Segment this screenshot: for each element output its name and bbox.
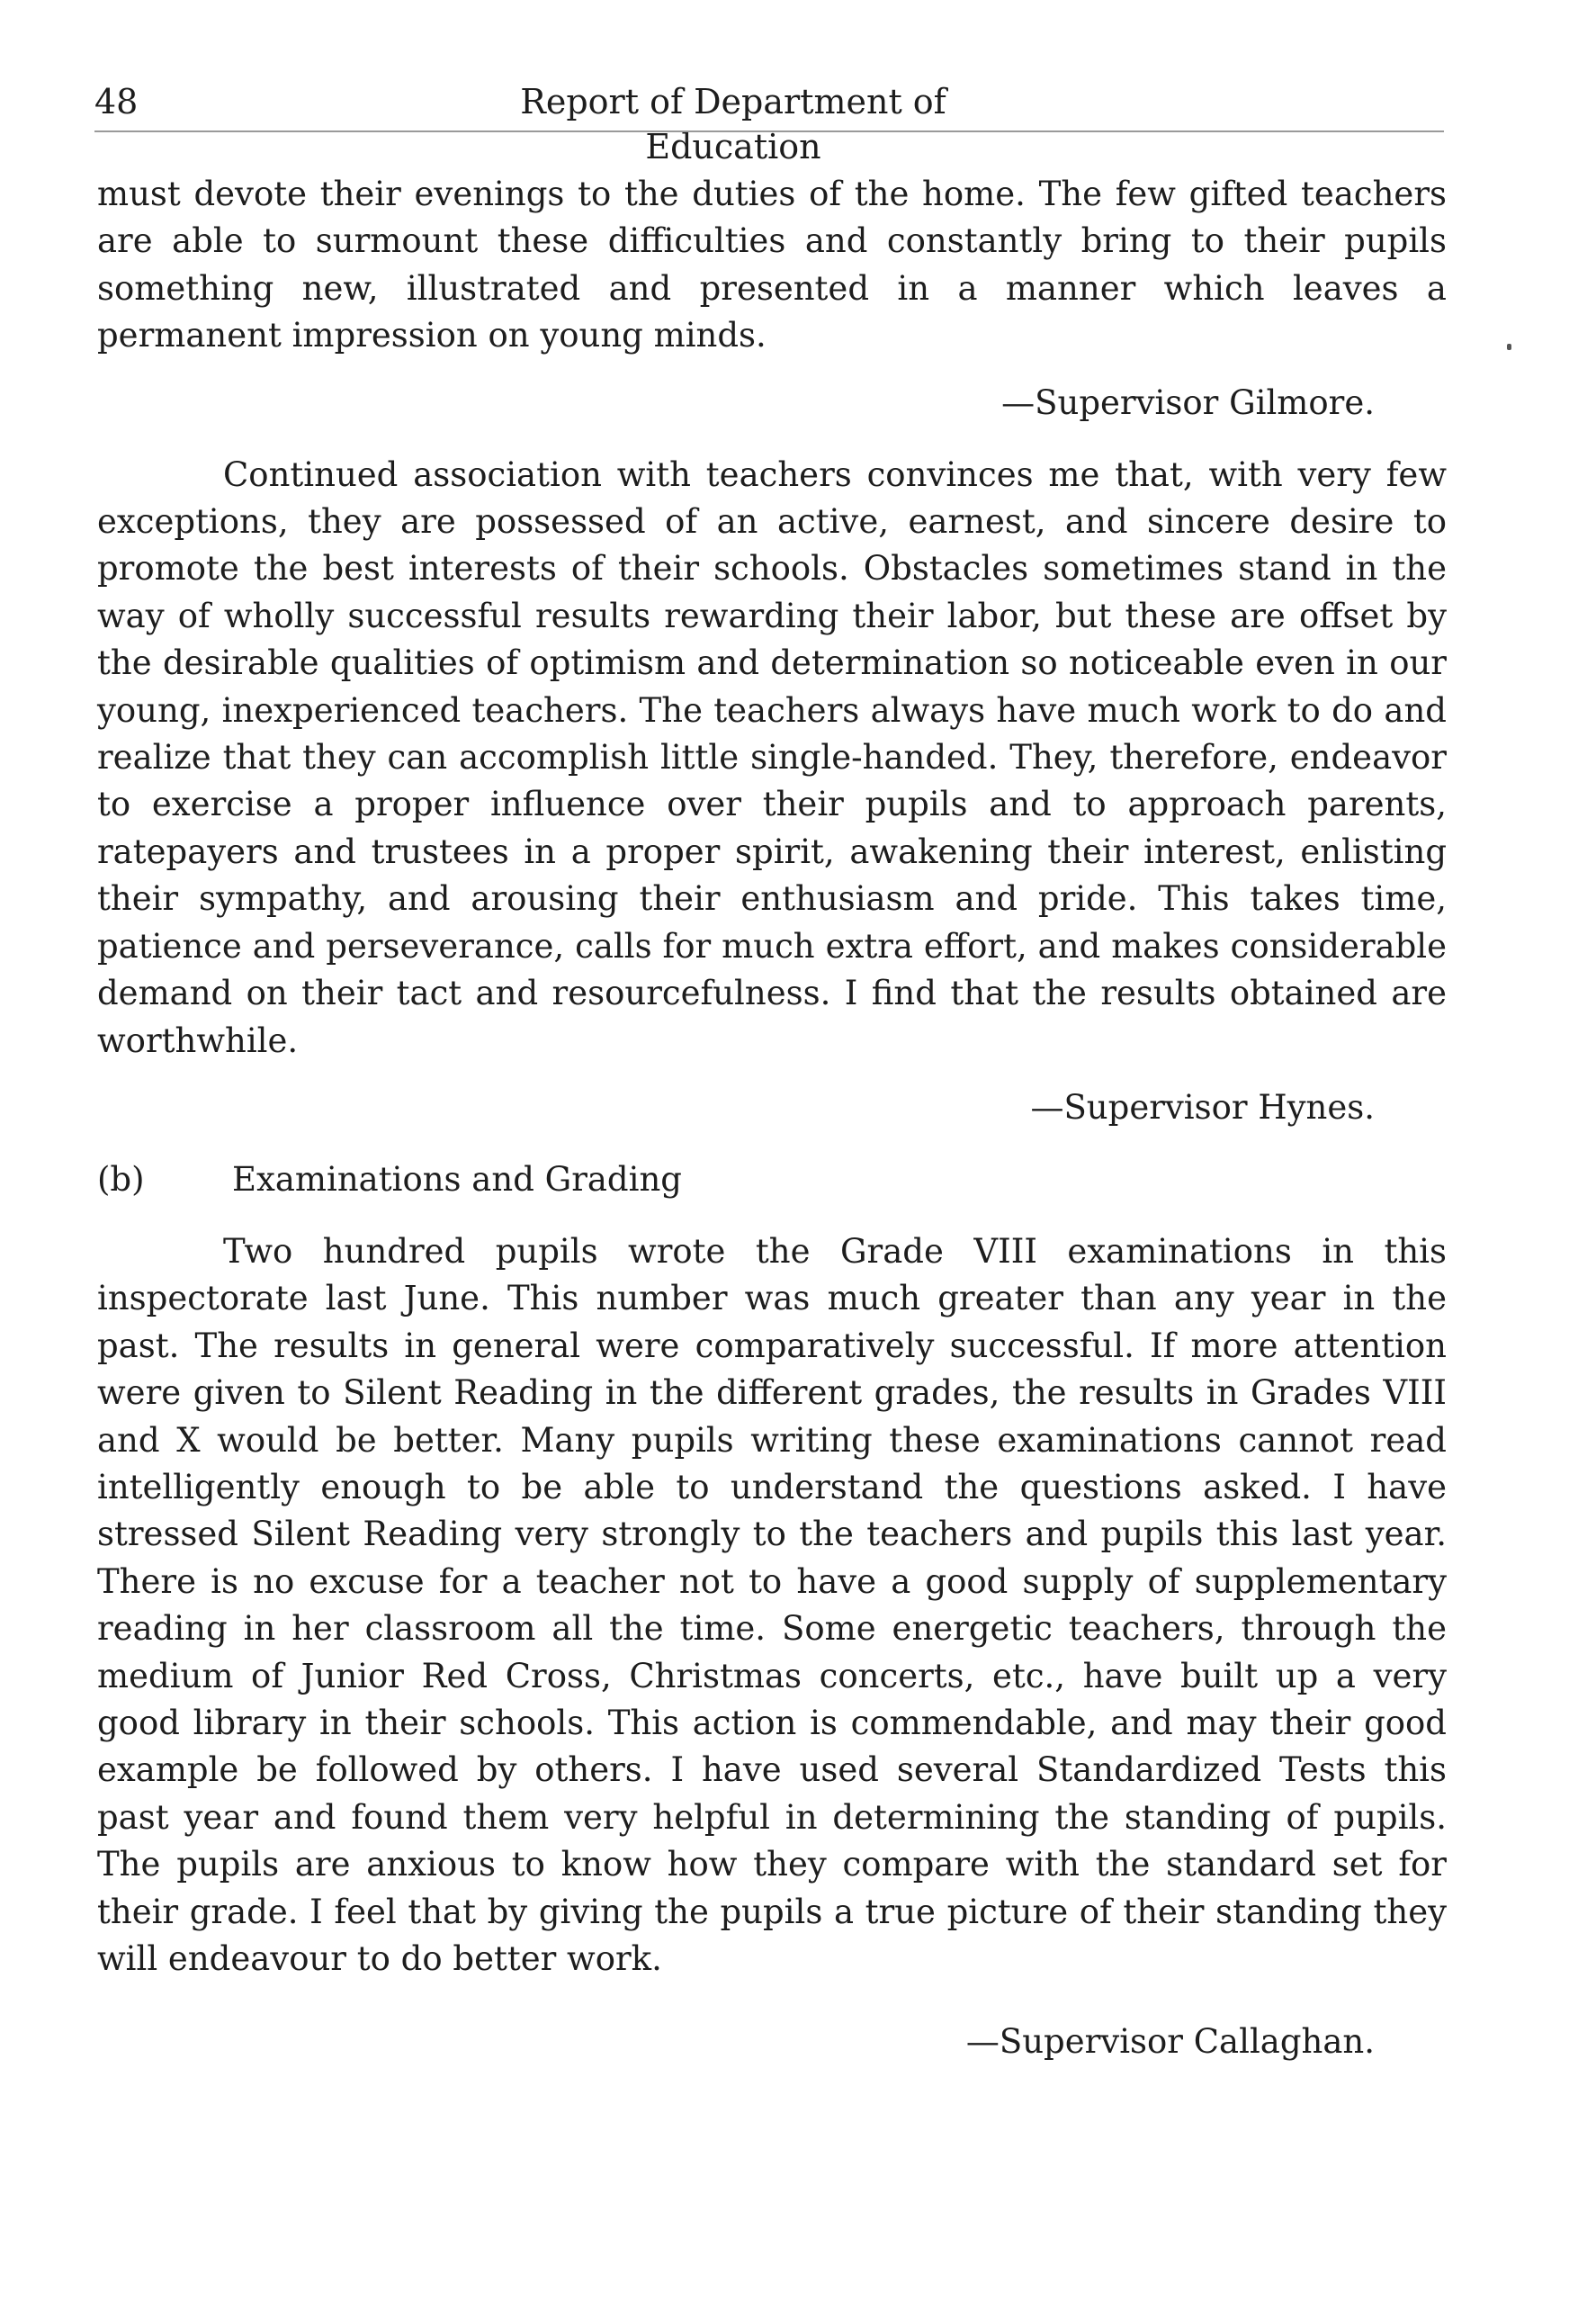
- paragraph-gilmore: must devote their evenings to the duties of the home. The few gifted teachers are able to surmount these difficulties and constantly bring to their pupils something new, illustrated and presented in a manner which leaves a permanent impression on young minds.: [97, 175, 1447, 355]
- signature-callaghan: —Supervisor Callaghan.: [965, 2022, 1375, 2062]
- scan-speck: [1507, 344, 1511, 350]
- signature-gilmore: —Supervisor Gilmore.: [1001, 382, 1375, 422]
- page-header: [94, 79, 1444, 166]
- running-head: Report of Department of Education: [520, 82, 946, 166]
- page-body: [97, 171, 1447, 2065]
- signature-hynes: —Supervisor Hynes.: [1030, 1087, 1375, 1127]
- page-number: 48: [94, 82, 139, 121]
- header-rule: [94, 130, 1444, 132]
- paragraph-hynes: Continued association with teachers convinces me that, with very few exceptions, they are possessed of an active, earnest, and sincere desire to promote the best interests of their schools. Obstacles sometimes stand in the way of wholly successful results rewarding their labor, but these are offset by the desirable qualities of optimism and determination so noticeable even in our young, inexperienced teachers. The teachers always have much work to do and realize that they can accomplish little single-handed. They, therefore, endeavor to exercise a proper influence over their pupils and to approach parents, ratepayers and trustees in a proper spirit, awakening their interest, enlisting their sympathy, and arousing their enthusiasm and pride. This takes time, patience and perseverance, calls for much extra effort, and makes considerable demand on their tact and resourcefulness. I find that the results obtained are worthwhile.: [97, 454, 1447, 1060]
- section-title: Examinations and Grading: [232, 1159, 682, 1199]
- paragraph-callaghan: Two hundred pupils wrote the Grade VIII examinations in this inspectorate last June. This number was much greater than any year in the past. The results in general were comparatively successful. If more attention were given to Silent Reading in the different grades, the results in Grades VIII and X would be better. Many pupils writing these examinations cannot read intelligently enough to be able to understand the questions asked. I have stressed Silent Reading very strongly to the teachers and pupils this last year. There is no excuse for a teacher not to have a good supply of supplementary reading in her classroom all the time. Some energetic teachers, through the medium of Junior Red Cross, Christmas concerts, etc., have built up a very good library in their schools. This action is commendable, and may their good example be followed by others. I have used several Standardized Tests this past year and found them very helpful in determining the standing of pupils. The pupils are anxious to know how they compare with the standard set for their grade. I feel that by giving the pupils a true picture of their standing they will endeavour to do better work.: [97, 1231, 1447, 1978]
- section-heading: [97, 1156, 1447, 1203]
- section-label: (b): [97, 1159, 145, 1199]
